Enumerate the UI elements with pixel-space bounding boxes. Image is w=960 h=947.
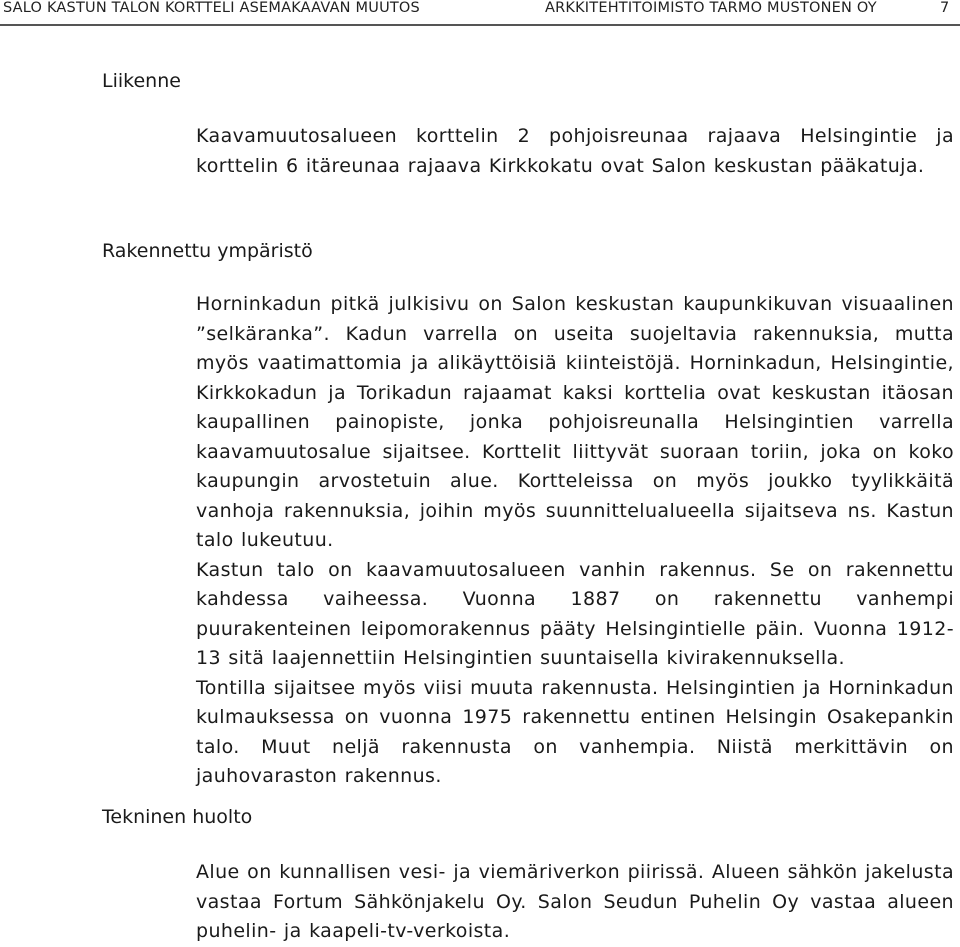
page-number: 7 [940, 0, 950, 16]
section-body-tekninen-huolto [196, 858, 954, 947]
paragraph: Alue on kunnallisen vesi- ja viemäriverkon piirissä. Alueen sähkön jakelusta vastaa Fortum Sähkönjakelu Oy. Salon Seudun Puhelin Oy vastaa alueen puhelin- ja kaapeli-tv-verkoista. [196, 861, 954, 942]
paragraph: Kastun talo on kaavamuutosalueen vanhin rakennus. Se on rakennettu kahdessa vaiheessa. Vuonna 1887 on rakennettu vanhempi puurakenteinen leipomorakennus pääty Helsingintielle päin. Vuonna 1912-13 sitä laajennettiin Helsingintien suuntaisella kivirakennuksella. [196, 558, 954, 669]
section-heading-tekninen-huolto: Tekninen huolto [102, 806, 253, 828]
section-heading-liikenne: Liikenne [102, 70, 181, 92]
paragraph: Kaavamuutosalueen korttelin 2 pohjoisreunaa rajaava Helsingintie ja korttelin 6 itäreunaa rajaava Kirkkokatu ovat Salon keskustan pääkatuja. [196, 125, 954, 177]
section-heading-rakennettu-ymparisto: Rakennettu ympäristö [102, 240, 313, 262]
paragraph: Tontilla sijaitsee myös viisi muuta rakennusta. Helsingintien ja Horninkadun kulmauksessa on vuonna 1975 rakennettu entinen Helsingin Osakepankin talo. Muut neljä rakennusta on vanhempia. Niistä merkittävin on jauhovaraston rakennus. [196, 676, 954, 787]
office-name: ARKKITEHTITOIMISTO TARMO MUSTONEN OY [545, 0, 877, 16]
document-title: SALO KASTUN TALON KORTTELI ASEMAKAAVAN MUUTOS [3, 0, 420, 16]
page-header [0, 0, 960, 26]
paragraph: Horninkadun pitkä julkisivu on Salon keskustan kaupunkikuvan visuaalinen ”selkäranka”. Kadun varrella on useita suojeltavia rakennuksia, mutta myös vaatimattomia ja alikäyttöisiä kiinteistöjä. Horninkadun, Helsingintie, Kirkkokadun ja Torikadun rajaamat kaksi korttelia ovat keskustan itäosan kaupallinen painopiste, jonka pohjoisreunalla Helsingintien varrella kaavamuutosalue sijaitsee. Korttelit liittyvät suoraan toriin, joka on koko kaupungin arvostetuin alue. Kortteleissa on myös joukko tyylikkäitä vanhoja rakennuksia, joihin myös suunnittelualueella sijaitseva ns. Kastun talo lukeutuu. [196, 293, 954, 551]
section-body-rakennettu-ymparisto [196, 290, 954, 792]
section-body-liikenne [196, 122, 954, 181]
